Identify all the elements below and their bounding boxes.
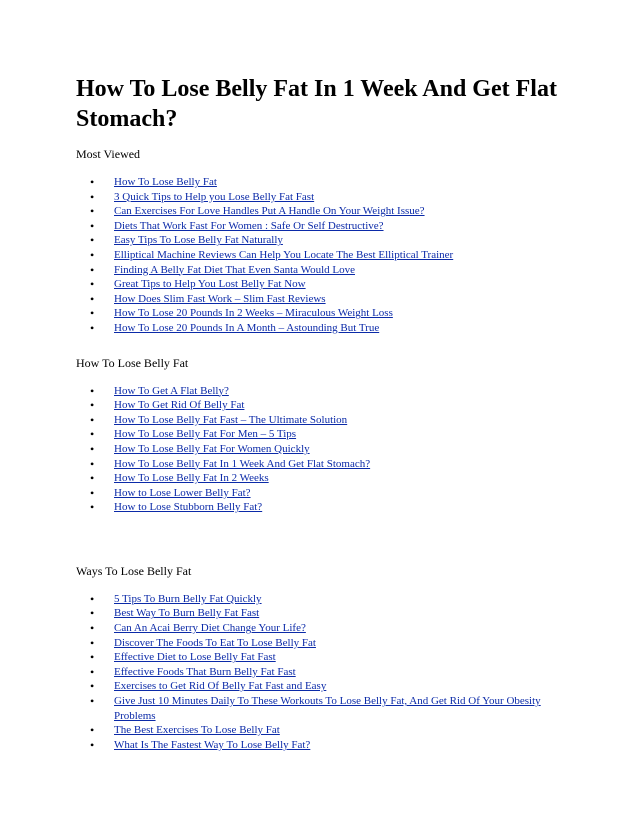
bullet-icon: • xyxy=(90,485,95,500)
list-item xyxy=(76,723,576,738)
article-link[interactable]: How To Get Rid Of Belly Fat xyxy=(114,399,245,412)
bullet-icon: • xyxy=(90,204,95,219)
list-item xyxy=(76,248,576,263)
link-list xyxy=(76,175,576,336)
article-link[interactable]: The Best Exercises To Lose Belly Fat xyxy=(114,724,280,737)
bullet-icon: • xyxy=(90,383,95,398)
list-item xyxy=(76,442,576,457)
bullet-icon: • xyxy=(90,471,95,486)
bullet-icon: • xyxy=(90,262,95,277)
article-link[interactable]: Best Way To Burn Belly Fat Fast xyxy=(114,607,260,620)
section-heading: How To Lose Belly Fat xyxy=(76,355,189,370)
article-link[interactable]: How To Lose Belly Fat For Men – 5 Tips xyxy=(114,428,297,441)
bullet-icon: • xyxy=(90,427,95,442)
section-most-viewed xyxy=(76,146,576,336)
bullet-icon: • xyxy=(90,737,95,752)
bullet-icon: • xyxy=(90,398,95,413)
article-link[interactable]: 5 Tips To Burn Belly Fat Quickly xyxy=(114,592,262,605)
bullet-icon: • xyxy=(90,650,95,665)
list-item xyxy=(76,738,576,753)
list-item xyxy=(76,384,576,399)
list-item xyxy=(76,650,576,665)
list-item xyxy=(76,457,576,472)
list-item xyxy=(76,175,576,190)
list-item xyxy=(76,665,576,680)
list-item xyxy=(76,606,576,621)
page-title: How To Lose Belly Fat In 1 Week And Get Flat Stomach? xyxy=(76,76,557,132)
bullet-icon: • xyxy=(90,277,95,292)
bullet-icon: • xyxy=(90,456,95,471)
list-item xyxy=(76,500,576,515)
article-link[interactable]: Effective Diet to Lose Belly Fat Fast xyxy=(114,651,276,664)
bullet-icon: • xyxy=(90,606,95,621)
list-item xyxy=(76,233,576,248)
article-link[interactable]: Give Just 10 Minutes Daily To These Workouts To Lose Belly Fat, And Get Rid Of Your Obesity Problems xyxy=(114,695,541,722)
list-item xyxy=(76,398,576,413)
article-link[interactable]: Can An Acai Berry Diet Change Your Life? xyxy=(114,622,306,635)
list-item xyxy=(76,471,576,486)
bullet-icon: • xyxy=(90,621,95,636)
section-heading: Most Viewed xyxy=(76,147,141,161)
bullet-icon: • xyxy=(90,189,95,204)
article-link[interactable]: Diets That Work Fast For Women : Safe Or Self Destructive? xyxy=(114,219,384,232)
bullet-icon: • xyxy=(90,679,95,694)
article-link[interactable]: How Does Slim Fast Work – Slim Fast Reviews xyxy=(114,292,326,305)
bullet-icon: • xyxy=(90,723,95,738)
article-link[interactable]: How to Lose Stubborn Belly Fat? xyxy=(114,501,263,514)
article-link[interactable]: How To Get A Flat Belly? xyxy=(114,384,229,397)
bullet-icon: • xyxy=(90,291,95,306)
article-link[interactable]: How To Lose Belly Fat In 2 Weeks xyxy=(114,472,269,485)
bullet-icon: • xyxy=(90,175,95,189)
list-item xyxy=(76,486,576,501)
bullet-icon: • xyxy=(90,694,95,709)
list-item xyxy=(76,636,576,651)
section-heading: Ways To Lose Belly Fat xyxy=(76,563,192,578)
link-list xyxy=(76,384,576,515)
bullet-icon: • xyxy=(90,500,95,515)
article-link[interactable]: Can Exercises For Love Handles Put A Handle On Your Weight Issue? xyxy=(114,205,425,218)
bullet-icon: • xyxy=(90,664,95,679)
article-link[interactable]: How To Lose Belly Fat Fast – The Ultimate Solution xyxy=(114,413,348,426)
bullet-icon: • xyxy=(90,218,95,233)
article-link[interactable]: What Is The Fastest Way To Lose Belly Fat? xyxy=(114,738,311,751)
list-item xyxy=(76,204,576,219)
bullet-icon: • xyxy=(90,306,95,321)
list-item xyxy=(76,263,576,278)
document-page xyxy=(76,74,576,752)
list-item xyxy=(76,321,576,336)
bullet-icon: • xyxy=(90,441,95,456)
bullet-icon: • xyxy=(90,247,95,262)
bullet-icon: • xyxy=(90,320,95,335)
list-item xyxy=(76,694,576,723)
list-item xyxy=(76,219,576,234)
list-item xyxy=(76,413,576,428)
article-link[interactable]: How To Lose 20 Pounds In 2 Weeks – Miraculous Weight Loss xyxy=(114,307,393,320)
article-link[interactable]: How To Lose Belly Fat In 1 Week And Get Flat Stomach? xyxy=(114,457,371,470)
link-list xyxy=(76,592,576,753)
article-link[interactable]: Finding A Belly Fat Diet That Even Santa Would Love xyxy=(114,263,355,276)
list-item xyxy=(76,306,576,321)
article-link[interactable]: How To Lose 20 Pounds In A Month – Astounding But True xyxy=(114,321,380,334)
section-ways-to-lose-belly-fat xyxy=(76,563,576,753)
bullet-icon: • xyxy=(90,233,95,248)
article-link[interactable]: How To Lose Belly Fat xyxy=(114,176,217,188)
section-how-to-lose-belly-fat xyxy=(76,355,576,515)
article-link[interactable]: Effective Foods That Burn Belly Fat Fast xyxy=(114,665,296,678)
list-item xyxy=(76,679,576,694)
bullet-icon: • xyxy=(90,635,95,650)
list-item xyxy=(76,621,576,636)
article-link[interactable]: Easy Tips To Lose Belly Fat Naturally xyxy=(114,234,283,247)
article-link[interactable]: 3 Quick Tips to Help you Lose Belly Fat Fast xyxy=(114,190,315,203)
article-link[interactable]: How To Lose Belly Fat For Women Quickly xyxy=(114,442,310,455)
article-link[interactable]: How to Lose Lower Belly Fat? xyxy=(114,486,251,499)
list-item xyxy=(76,292,576,307)
article-link[interactable]: Discover The Foods To Eat To Lose Belly Fat xyxy=(114,636,316,649)
list-item xyxy=(76,592,576,607)
bullet-icon: • xyxy=(90,412,95,427)
article-link[interactable]: Exercises to Get Rid Of Belly Fat Fast and Easy xyxy=(114,680,327,693)
list-item xyxy=(76,427,576,442)
list-item xyxy=(76,277,576,292)
article-link[interactable]: Great Tips to Help You Lost Belly Fat Now xyxy=(114,278,306,291)
list-item xyxy=(76,190,576,205)
bullet-icon: • xyxy=(90,591,95,606)
article-link[interactable]: Elliptical Machine Reviews Can Help You Locate The Best Elliptical Trainer xyxy=(114,248,454,261)
